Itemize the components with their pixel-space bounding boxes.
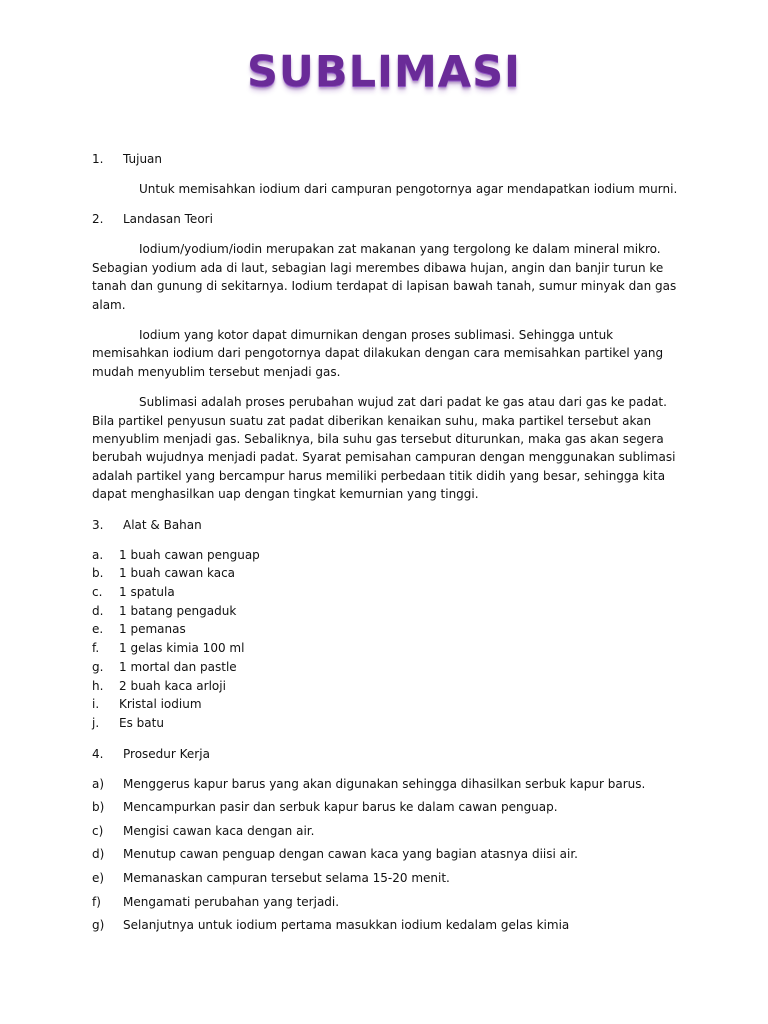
list-marker: g. (92, 659, 104, 674)
list-marker: c) (92, 823, 104, 838)
section-number: 1. (92, 152, 104, 166)
list-marker: a) (92, 776, 105, 791)
section-heading-tujuan (92, 150, 682, 168)
list-marker: b. (92, 566, 104, 581)
list-marker: b) (92, 800, 105, 815)
list-item-text: 1 spatula (119, 585, 175, 600)
list-item (92, 798, 682, 822)
tujuan-paragraph: Untuk memisahkan iodium dari campuran pengotornya agar mendapatkan iodium murni. (139, 182, 678, 196)
list-marker: j. (92, 715, 100, 730)
list-item-text: Mengisi cawan kaca dengan air. (123, 823, 315, 838)
list-item-text: Memanaskan campuran tersebut selama 15-20 menit. (123, 870, 450, 885)
list-item (92, 658, 682, 677)
document-title: SUBLIMASI (246, 47, 522, 97)
section-number: 4. (92, 746, 104, 761)
list-item (92, 564, 682, 583)
list-item (92, 695, 682, 714)
list-item-text: 1 batang pengaduk (119, 603, 237, 618)
landasan-paragraph-2: Iodium yang kotor dapat dimurnikan dengan proses sublimasi. Sehingga untuk memisahkan iodium dari pengotornya dapat dilakukan dengan cara memisahkan partikel yang mudah menyublim tersebut menjadi gas. (92, 328, 664, 379)
list-item-text: Mengamati perubahan yang terjadi. (123, 894, 340, 909)
list-marker: h. (92, 678, 104, 693)
landasan-paragraph-3: Sublimasi adalah proses perubahan wujud zat dari padat ke gas atau dari gas ke padat. Bila partikel penyusun suatu zat padat diberikan kenaikan suhu, maka partikel tersebut akan menyublim menjadi gas. Sebaliknya, bila suhu gas tersebut diturunkan, maka gas akan segera berubah wujudnya menjadi padat. Syarat pemisahan campuran dengan menggunakan sublimasi adalah partikel yang bercampur harus memiliki perbedaan titik didih yang besar, sehingga kita dapat menghasilkan uap dengan tingkat kemurnian yang tinggi. (92, 395, 676, 502)
list-item-text: 1 pemanas (119, 622, 186, 637)
list-marker: f. (92, 641, 100, 656)
list-marker: d) (92, 847, 105, 862)
list-item (92, 916, 682, 940)
list-item (92, 893, 682, 917)
list-item-text: 1 buah cawan kaca (119, 566, 236, 581)
list-item-text: Menggerus kapur barus yang akan digunakan sehingga dihasilkan serbuk kapur barus. (123, 776, 646, 791)
list-item (92, 714, 682, 733)
list-item-text: 1 buah cawan penguap (119, 547, 260, 562)
list-item (92, 869, 682, 893)
section-title: Alat & Bahan (123, 517, 202, 532)
list-item (92, 546, 682, 565)
list-item-text: Mencampurkan pasir dan serbuk kapur barus ke dalam cawan penguap. (123, 800, 558, 815)
list-item-text: Selanjutnya untuk iodium pertama masukkan iodium kedalam gelas kimia (123, 918, 570, 933)
list-item (92, 639, 682, 658)
list-item (92, 602, 682, 621)
section-title: Prosedur Kerja (123, 746, 210, 761)
list-marker: a. (92, 547, 104, 562)
list-item (92, 845, 682, 869)
list-item-text: 1 gelas kimia 100 ml (119, 641, 245, 656)
list-item-text: 2 buah kaca arloji (119, 678, 226, 693)
section-heading-landasan-teori (92, 210, 682, 228)
list-marker: f) (92, 894, 101, 909)
landasan-paragraph-1: Iodium/yodium/iodin merupakan zat makanan yang tergolong ke dalam mineral mikro. Sebagian yodium ada di laut, sebagian lagi merembes dibawa hujan, angin dan banjir turun ke tanah dan gunung di sekitarnya. Iodium terdapat di lapisan bawah tanah, sumur minyak dan gas alam. (92, 242, 677, 312)
document-body (92, 150, 682, 940)
list-marker: i. (92, 697, 100, 712)
section-title: Tujuan (123, 152, 163, 166)
list-item-text: 1 mortal dan pastle (119, 659, 237, 674)
list-item (92, 822, 682, 846)
prosedur-list (92, 775, 682, 940)
list-marker: g) (92, 918, 105, 933)
alat-bahan-list (92, 546, 682, 733)
section-number: 3. (92, 517, 104, 532)
list-marker: d. (92, 603, 104, 618)
list-item (92, 583, 682, 602)
section-heading-prosedur-kerja (92, 745, 682, 763)
section-heading-alat-bahan (92, 516, 682, 534)
section-title: Landasan Teori (123, 212, 213, 227)
list-item (92, 677, 682, 696)
list-marker: e. (92, 622, 104, 637)
list-item (92, 620, 682, 639)
list-item-text: Kristal iodium (119, 697, 202, 712)
section-number: 2. (92, 212, 104, 227)
list-marker: c. (92, 585, 103, 600)
list-marker: e) (92, 870, 105, 885)
list-item-text: Menutup cawan penguap dengan cawan kaca yang bagian atasnya diisi air. (123, 847, 578, 862)
list-item (92, 775, 682, 799)
list-item-text: Es batu (119, 715, 164, 730)
